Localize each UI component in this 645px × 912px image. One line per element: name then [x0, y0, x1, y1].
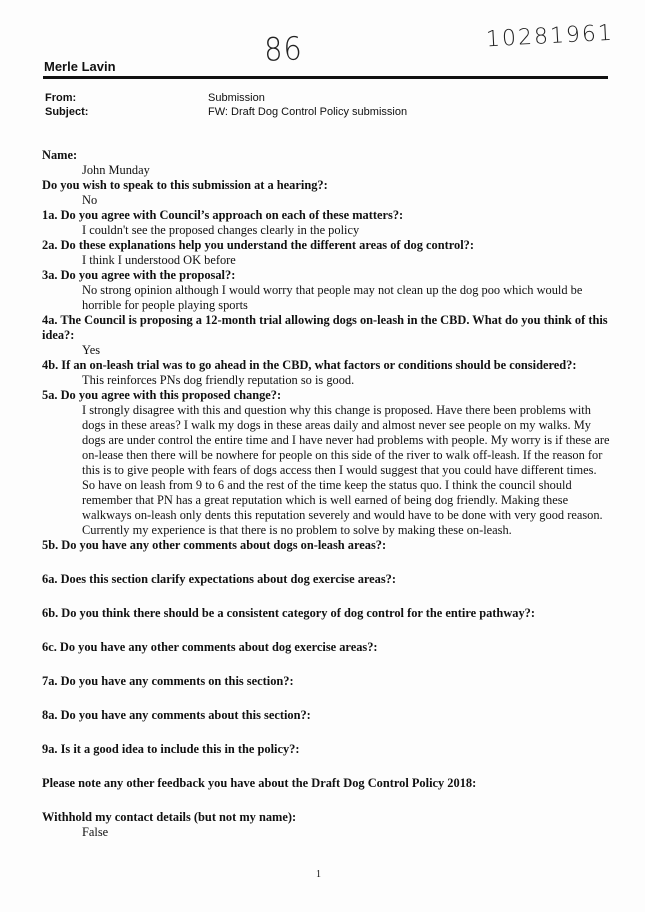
header-divider — [43, 76, 608, 79]
name-answer: John Munday — [82, 163, 150, 177]
handwritten-reference: 10281961 — [485, 20, 615, 53]
question-3a: 3a. Do you agree with the proposal?: — [42, 268, 236, 282]
answer-4b: This reinforces PNs dog friendly reputation so is good. — [82, 373, 355, 387]
name-question: Name: — [42, 148, 78, 162]
answer-1a: I couldn't see the proposed changes clearly in the policy — [82, 223, 360, 237]
question-1a: 1a. Do you agree with Council’s approach on each of these matters?: — [42, 208, 404, 222]
hearing-answer: No — [82, 193, 98, 207]
withhold-question: Withhold my contact details (but not my name): — [42, 810, 297, 824]
answer-3a: No strong opinion although I would worry that people may not clean up the dog poo which would be horrible for people playing sports — [82, 283, 586, 312]
submission-form — [42, 148, 613, 840]
question-9a: 9a. Is it a good idea to include this in the policy?: — [42, 742, 300, 756]
page-number: 1 — [316, 869, 321, 880]
question-4b: 4b. If an on-leash trial was to go ahead in the CBD, what factors or conditions should be considered?: — [42, 358, 577, 372]
question-7a: 7a. Do you have any comments on this section?: — [42, 674, 294, 688]
question-6c: 6c. Do you have any other comments about dog exercise areas?: — [42, 640, 378, 654]
handwritten-number: 86 — [263, 29, 304, 69]
question-6a: 6a. Does this section clarify expectations about dog exercise areas?: — [42, 572, 396, 586]
withhold-answer: False — [82, 825, 109, 839]
answer-5a: I strongly disagree with this and question why this change is proposed. Have there been problems with dogs in these areas? I walk my dogs in these areas daily and almost never see people on my walks. My dogs are under control the entire time and I have never had problems with people. My worry is if these are on-lease then there will be nowhere for people on this side of the river to walk off-leash. If the reason for this is to give people with fears of dogs access then I would suggest that you could have different times. So have on leash from 9 to 6 and the rest of the time keep the status quo. I think the council should remember that PN has a great reputation which is well earned of being dog friendly. Making these walkways on-leash only dents this reputation severely and would have to be done with very good reason. Currently my experience is that there is no problem to solve by making these on-leash. — [82, 403, 613, 537]
question-4a: 4a. The Council is proposing a 12-month trial allowing dogs on-leash in the CBD. What do you think of this idea?: — [42, 313, 608, 342]
question-2a: 2a. Do these explanations help you understand the different areas of dog control?: — [42, 238, 474, 252]
answer-4a: Yes — [82, 343, 101, 357]
subject-label: Subject: — [45, 106, 89, 118]
question-8a: 8a. Do you have any comments about this section?: — [42, 708, 311, 722]
sender-name: Merle Lavin — [44, 59, 116, 74]
feedback-question: Please note any other feedback you have about the Draft Dog Control Policy 2018: — [42, 776, 477, 790]
from-label: From: — [45, 92, 77, 104]
question-5b: 5b. Do you have any other comments about dogs on-leash areas?: — [42, 538, 387, 552]
question-6b: 6b. Do you think there should be a consistent category of dog control for the entire pathway?: — [42, 606, 535, 620]
from-value: Submission — [208, 92, 265, 104]
subject-value: FW: Draft Dog Control Policy submission — [208, 106, 408, 118]
hearing-question: Do you wish to speak to this submission at a hearing?: — [42, 178, 328, 192]
answer-2a: I think I understood OK before — [82, 253, 236, 267]
question-5a: 5a. Do you agree with this proposed change?: — [42, 388, 282, 402]
